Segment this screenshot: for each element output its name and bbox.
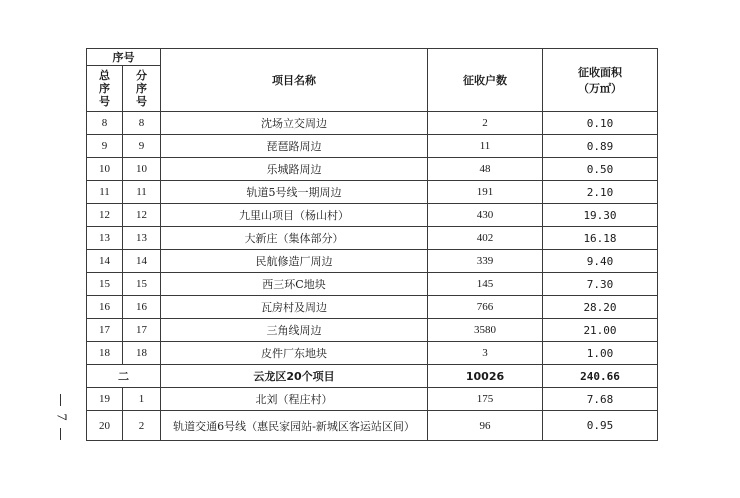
cell-households: 96	[428, 411, 543, 441]
cell-project-name: 大新庄（集体部分）	[161, 227, 428, 250]
cell-project-name: 沈场立交周边	[161, 112, 428, 135]
header-households: 征收户数	[428, 49, 543, 112]
table-row	[87, 135, 658, 158]
cell-sub-seq: 1	[123, 388, 161, 411]
page-number	[50, 394, 70, 440]
cell-project-name: 九里山项目（杨山村）	[161, 204, 428, 227]
cell-sub-seq: 11	[123, 181, 161, 204]
subtotal-households: 10026	[428, 365, 543, 388]
cell-project-name: 琵琶路周边	[161, 135, 428, 158]
cell-project-name: 西三环C地块	[161, 273, 428, 296]
cell-area: 1.00	[543, 342, 658, 365]
cell-sub-seq: 16	[123, 296, 161, 319]
table-row	[87, 227, 658, 250]
table-row	[87, 204, 658, 227]
table-row	[87, 319, 658, 342]
land-acquisition-table	[86, 48, 658, 441]
cell-area: 0.50	[543, 158, 658, 181]
cell-sub-seq: 18	[123, 342, 161, 365]
cell-project-name: 瓦房村及周边	[161, 296, 428, 319]
header-seq-group: 序号	[87, 49, 161, 66]
table-row	[87, 112, 658, 135]
cell-project-name: 民航修造厂周边	[161, 250, 428, 273]
cell-area: 19.30	[543, 204, 658, 227]
cell-sub-seq: 14	[123, 250, 161, 273]
cell-households: 48	[428, 158, 543, 181]
cell-sub-seq: 10	[123, 158, 161, 181]
cell-area: 7.30	[543, 273, 658, 296]
cell-sub-seq: 12	[123, 204, 161, 227]
cell-households: 3580	[428, 319, 543, 342]
cell-sub-seq: 13	[123, 227, 161, 250]
cell-project-name: 皮件厂东地块	[161, 342, 428, 365]
header-area-label: 征收面积	[578, 66, 622, 79]
table-row	[87, 181, 658, 204]
header-area	[543, 49, 658, 112]
page-number-dash-top	[60, 394, 61, 406]
table-row	[87, 342, 658, 365]
cell-households: 145	[428, 273, 543, 296]
cell-total-seq: 18	[87, 342, 123, 365]
cell-area: 21.00	[543, 319, 658, 342]
table-row	[87, 411, 658, 441]
table-row	[87, 250, 658, 273]
subtotal-area: 240.66	[543, 365, 658, 388]
cell-households: 2	[428, 112, 543, 135]
cell-households: 402	[428, 227, 543, 250]
cell-households: 11	[428, 135, 543, 158]
cell-sub-seq: 8	[123, 112, 161, 135]
page-number-value: 7	[53, 413, 68, 421]
cell-households: 339	[428, 250, 543, 273]
table-row	[87, 158, 658, 181]
page-number-dash-bottom	[60, 428, 61, 440]
cell-sub-seq: 17	[123, 319, 161, 342]
cell-project-name: 北刘（程庄村）	[161, 388, 428, 411]
cell-area: 28.20	[543, 296, 658, 319]
header-total-seq	[87, 66, 123, 112]
cell-area: 9.40	[543, 250, 658, 273]
header-project-name: 项目名称	[161, 49, 428, 112]
cell-total-seq: 20	[87, 411, 123, 441]
cell-total-seq: 9	[87, 135, 123, 158]
header-total-seq-text: 总序号	[99, 69, 110, 108]
cell-total-seq: 15	[87, 273, 123, 296]
cell-total-seq: 13	[87, 227, 123, 250]
cell-project-name: 乐城路周边	[161, 158, 428, 181]
header-area-unit: （万㎡）	[578, 82, 622, 95]
cell-households: 430	[428, 204, 543, 227]
cell-area: 2.10	[543, 181, 658, 204]
cell-area: 0.95	[543, 411, 658, 441]
cell-households: 3	[428, 342, 543, 365]
cell-area: 0.10	[543, 112, 658, 135]
cell-area: 16.18	[543, 227, 658, 250]
cell-total-seq: 17	[87, 319, 123, 342]
cell-households: 175	[428, 388, 543, 411]
cell-sub-seq: 9	[123, 135, 161, 158]
cell-households: 191	[428, 181, 543, 204]
cell-area: 7.68	[543, 388, 658, 411]
cell-total-seq: 10	[87, 158, 123, 181]
cell-project-name: 三角线周边	[161, 319, 428, 342]
cell-total-seq: 8	[87, 112, 123, 135]
table-row	[87, 273, 658, 296]
header-sub-seq-text: 分序号	[136, 69, 147, 108]
subtotal-name: 云龙区20个项目	[161, 365, 428, 388]
cell-total-seq: 11	[87, 181, 123, 204]
cell-total-seq: 19	[87, 388, 123, 411]
cell-sub-seq: 2	[123, 411, 161, 441]
cell-sub-seq: 15	[123, 273, 161, 296]
cell-project-name: 轨道交通6号线（惠民家园站-新城区客运站区间）	[161, 411, 428, 441]
cell-total-seq: 14	[87, 250, 123, 273]
cell-households: 766	[428, 296, 543, 319]
cell-project-name: 轨道5号线一期周边	[161, 181, 428, 204]
header-sub-seq	[123, 66, 161, 112]
table-row	[87, 296, 658, 319]
subtotal-seq: 二	[87, 365, 161, 388]
cell-area: 0.89	[543, 135, 658, 158]
cell-total-seq: 16	[87, 296, 123, 319]
subtotal-row	[87, 365, 658, 388]
cell-total-seq: 12	[87, 204, 123, 227]
table-row	[87, 388, 658, 411]
